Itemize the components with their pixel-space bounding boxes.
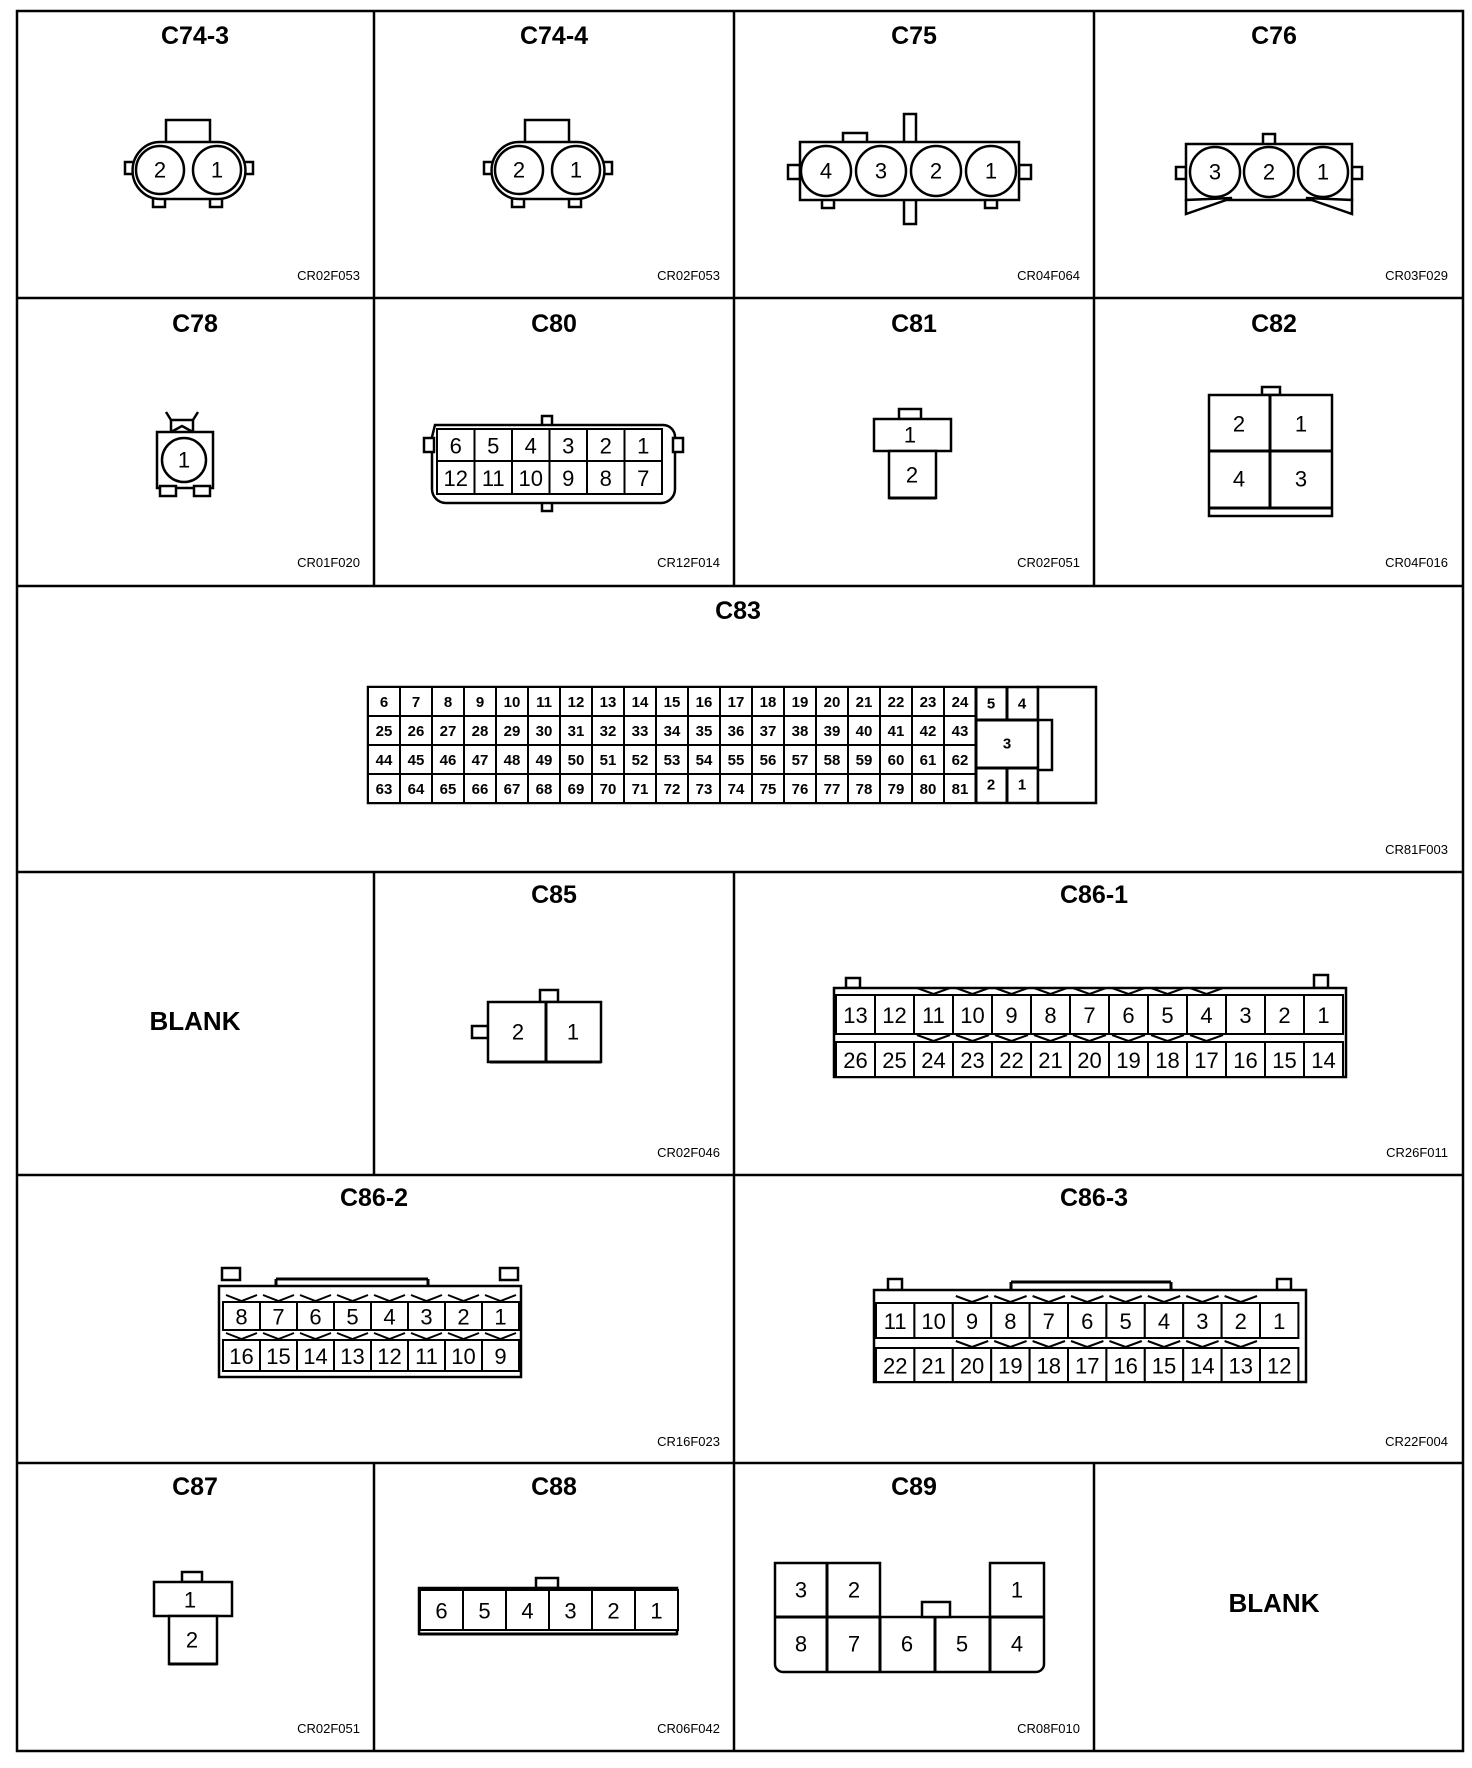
pin-label: 65 [439, 781, 457, 798]
pin-label: 2 [986, 776, 996, 794]
pin-label: 2 [607, 1598, 620, 1624]
connector-title: C88 [531, 1473, 577, 1501]
connector-c82 [1209, 310, 1448, 570]
pin-label: 15 [1272, 1048, 1297, 1073]
blank-label: BLANK [1228, 1588, 1320, 1618]
c86-1-pin-grid [836, 988, 1343, 1077]
pin-label: 71 [631, 781, 649, 798]
connector-title: C78 [172, 310, 218, 338]
pin-label: 2 [1234, 1309, 1247, 1334]
pin-label: 7 [637, 466, 650, 491]
pin-label: 74 [727, 781, 745, 798]
pin-label: 40 [855, 723, 873, 740]
pin-label: 54 [695, 752, 713, 769]
pin-label: 63 [375, 781, 393, 798]
pin-label: 16 [229, 1344, 254, 1369]
pin-label: 6 [379, 694, 389, 711]
pin-label: 72 [663, 781, 681, 798]
pin-label: 26 [843, 1048, 868, 1073]
pin-label: 9 [494, 1344, 507, 1369]
part-code: CR08F010 [1017, 1721, 1080, 1736]
pin-label: 5 [1119, 1309, 1132, 1334]
part-code: CR06F042 [657, 1721, 720, 1736]
pin-label: 66 [471, 781, 489, 798]
pin-label: 5 [955, 1631, 969, 1657]
connector-c81 [874, 310, 1080, 570]
pin-label: 3 [874, 158, 888, 184]
pin-label: 1 [1316, 159, 1330, 185]
pin-label: 12 [882, 1003, 907, 1028]
pin-label: 4 [1010, 1631, 1024, 1657]
pin-label: 11 [883, 1309, 907, 1334]
pin-label: 24 [921, 1048, 946, 1073]
pin-label: 19 [998, 1353, 1023, 1379]
pin-label: 14 [1190, 1353, 1215, 1379]
pin-label: 2 [153, 157, 167, 183]
pin-label: 78 [855, 781, 873, 798]
pin-label: 16 [1113, 1353, 1138, 1379]
pin-label: 4 [1157, 1309, 1171, 1334]
pin-label: 79 [887, 781, 905, 798]
pin-label: 15 [663, 694, 681, 711]
pin-label: 43 [951, 723, 969, 740]
pin-label: 2 [929, 158, 943, 184]
pin-label: 17 [1194, 1048, 1219, 1073]
pin-label: 58 [823, 752, 841, 769]
pin-label: 80 [919, 781, 937, 798]
part-code: CR02F051 [1017, 555, 1080, 570]
pin-label: 39 [823, 723, 841, 740]
connector-title: C75 [891, 22, 937, 50]
pin-label: 17 [1074, 1353, 1100, 1379]
pin-label: 22 [882, 1353, 908, 1379]
connector-title: C74-3 [160, 22, 230, 50]
pin-label: 1 [984, 158, 998, 184]
pin-label: 16 [695, 694, 713, 711]
pin-label: 31 [567, 723, 585, 740]
blank-label: BLANK [149, 1006, 241, 1036]
pin-label: 8 [235, 1304, 248, 1330]
pin-label: 64 [407, 781, 425, 798]
pin-label: 18 [1155, 1048, 1180, 1073]
pin-label: 36 [727, 723, 745, 740]
pin-label: 33 [631, 723, 649, 740]
pin-label: 1 [177, 447, 191, 473]
pin-label: 25 [882, 1048, 907, 1073]
pin-label: 1 [1317, 1003, 1330, 1028]
part-code: CR04F016 [1385, 555, 1448, 570]
pin-label: 7 [411, 694, 421, 711]
pin-label: 13 [1228, 1353, 1254, 1379]
part-code: CR01F020 [297, 555, 360, 570]
pin-label: 42 [919, 723, 937, 740]
pin-label: 62 [951, 752, 969, 769]
pin-label: 10 [503, 694, 521, 711]
c83-pin-grid [368, 687, 976, 803]
pin-label: 51 [599, 752, 617, 769]
pin-label: 4 [521, 1598, 534, 1624]
pin-label: 2 [1278, 1003, 1291, 1028]
blank-cell [1229, 1588, 1320, 1618]
part-code: CR02F051 [297, 1721, 360, 1736]
pin-label: 8 [1004, 1309, 1017, 1334]
connector-title: C76 [1251, 22, 1297, 50]
pin-label: 52 [631, 752, 649, 769]
pin-label: 5 [986, 695, 996, 713]
pin-label: 20 [959, 1353, 985, 1379]
pin-label: 75 [759, 781, 777, 798]
pin-label: 47 [471, 752, 489, 769]
pin-label: 6 [309, 1304, 322, 1330]
pin-label: 81 [951, 781, 969, 798]
connector-c80 [424, 310, 720, 570]
connector-c86-2 [219, 1184, 720, 1449]
pin-label: 13 [843, 1003, 868, 1028]
pin-label: 1 [1273, 1309, 1286, 1334]
pin-label: 22 [999, 1048, 1024, 1073]
pin-label: 37 [759, 723, 777, 740]
pin-label: 70 [599, 781, 617, 798]
pin-label: 3 [1208, 159, 1222, 185]
connector-c74-3 [125, 22, 360, 283]
pin-label: 7 [1042, 1309, 1055, 1334]
pin-label: 53 [663, 752, 681, 769]
pin-label: 20 [1077, 1048, 1102, 1073]
connector-title: C80 [531, 310, 577, 338]
pin-label: 15 [266, 1344, 291, 1369]
pin-label: 1 [650, 1598, 663, 1624]
connector-c76 [1176, 22, 1448, 283]
pin-label: 14 [631, 694, 649, 711]
pin-label: 21 [855, 694, 873, 711]
pin-label: 1 [637, 433, 650, 459]
pin-label: 7 [847, 1631, 861, 1657]
pin-label: 67 [503, 781, 521, 798]
pin-label: 2 [905, 462, 919, 488]
pin-label: 4 [524, 433, 537, 459]
pin-label: 41 [887, 723, 905, 740]
blank-cell [150, 1006, 241, 1036]
pin-label: 9 [475, 694, 485, 711]
pin-label: 1 [1294, 411, 1308, 437]
pin-label: 4 [1200, 1003, 1213, 1028]
pin-label: 12 [567, 694, 585, 711]
pin-label: 50 [567, 752, 585, 769]
connector-c89 [775, 1473, 1080, 1736]
pin-label: 3 [1196, 1309, 1209, 1334]
pin-label: 30 [535, 723, 553, 740]
part-code: CR22F004 [1385, 1434, 1448, 1449]
pin-label: 5 [487, 433, 500, 459]
pin-label: 7 [1083, 1003, 1096, 1028]
pin-label: 1 [566, 1019, 580, 1045]
part-code: CR02F053 [657, 268, 720, 283]
pin-label: 35 [695, 723, 713, 740]
pin-label: 29 [503, 723, 521, 740]
pin-label: 17 [727, 694, 745, 711]
pin-label: 14 [303, 1344, 328, 1369]
pin-label: 45 [407, 752, 425, 769]
pin-label: 1 [569, 157, 583, 183]
pin-label: 3 [1239, 1003, 1252, 1028]
pin-label: 56 [759, 752, 777, 769]
pin-label: 12 [443, 466, 468, 491]
pin-label: 2 [185, 1627, 199, 1653]
pin-label: 61 [919, 752, 937, 769]
pin-label: 3 [420, 1304, 433, 1330]
connector-c87 [154, 1473, 360, 1736]
pin-label: 6 [900, 1631, 914, 1657]
pin-label: 4 [819, 158, 833, 184]
pin-label: 57 [791, 752, 809, 769]
pin-label: 77 [823, 781, 841, 798]
part-code: CR16F023 [657, 1434, 720, 1449]
connector-c83 [368, 597, 1448, 857]
pin-label: 11 [536, 694, 552, 711]
connector-c88 [419, 1473, 720, 1736]
pin-label: 5 [346, 1304, 359, 1330]
pin-label: 18 [759, 694, 777, 711]
pin-label: 13 [340, 1344, 365, 1369]
pin-label: 2 [457, 1304, 470, 1330]
pin-label: 5 [478, 1598, 491, 1624]
connector-c85 [472, 881, 720, 1160]
pin-label: 76 [791, 781, 809, 798]
pin-label: 4 [1017, 695, 1027, 713]
pin-label: 1 [183, 1587, 197, 1613]
pin-label: 48 [503, 752, 521, 769]
pin-label: 20 [823, 694, 841, 711]
pin-label: 3 [564, 1598, 577, 1624]
pin-label: 12 [1266, 1353, 1292, 1379]
pin-label: 49 [535, 752, 553, 769]
c88-pin-grid [420, 1590, 678, 1630]
pin-label: 26 [407, 723, 425, 740]
pin-label: 9 [965, 1309, 979, 1334]
pin-label: 44 [375, 752, 393, 769]
pin-label: 11 [481, 466, 505, 491]
pin-label: 2 [1262, 159, 1276, 185]
pin-label: 1 [210, 157, 224, 183]
pin-label: 10 [921, 1309, 946, 1334]
connector-title: C87 [172, 1473, 218, 1501]
pin-label: 2 [1232, 411, 1246, 437]
connector-c75 [788, 22, 1080, 283]
pin-label: 23 [960, 1048, 985, 1073]
connector-title: C83 [715, 597, 761, 625]
pin-label: 38 [791, 723, 809, 740]
pin-label: 14 [1311, 1048, 1336, 1073]
pin-label: 69 [567, 781, 585, 798]
pin-label: 22 [887, 694, 905, 711]
connector-title: C82 [1251, 310, 1297, 338]
pin-label: 2 [512, 157, 526, 183]
part-code: CR02F053 [297, 268, 360, 283]
pin-label: 18 [1036, 1353, 1062, 1379]
pin-label: 73 [695, 781, 713, 798]
pin-label: 13 [599, 694, 617, 711]
pin-label: 21 [1038, 1048, 1063, 1073]
part-code: CR03F029 [1385, 268, 1448, 283]
c86-3-pin-grid [876, 1296, 1298, 1382]
connector-title: C74-4 [519, 22, 589, 50]
pin-label: 16 [1233, 1048, 1258, 1073]
pin-label: 1 [494, 1304, 507, 1330]
pin-label: 9 [1005, 1003, 1018, 1028]
pin-label: 21 [921, 1353, 946, 1379]
pin-label: 59 [855, 752, 873, 769]
pin-label: 19 [791, 694, 809, 711]
part-code: CR12F014 [657, 555, 720, 570]
pin-label: 6 [449, 433, 462, 459]
pin-label: 34 [663, 723, 681, 740]
connector-title: C85 [531, 881, 577, 909]
sheet-grid [17, 11, 1463, 1751]
pin-label: 1 [1010, 1577, 1024, 1603]
pin-label: 10 [451, 1344, 476, 1369]
pin-label: 6 [435, 1598, 448, 1624]
pin-label: 24 [951, 694, 969, 711]
connector-title: C86-1 [1059, 881, 1129, 909]
connector-title: C86-3 [1059, 1184, 1129, 1212]
connector-c78 [157, 310, 360, 570]
pin-label: 4 [383, 1304, 396, 1330]
pin-label: 2 [511, 1019, 525, 1045]
pin-label: 8 [443, 694, 453, 711]
part-code: CR81F003 [1385, 842, 1448, 857]
pin-label: 25 [375, 723, 393, 740]
pin-label: 27 [439, 723, 457, 740]
pin-label: 8 [599, 466, 612, 491]
pin-label: 12 [377, 1344, 402, 1369]
pin-label: 1 [903, 422, 917, 448]
part-code: CR04F064 [1017, 268, 1080, 283]
pin-label: 9 [562, 466, 575, 491]
pin-label: 4 [1232, 466, 1246, 492]
pin-label: 23 [919, 694, 937, 711]
pin-label: 1 [1017, 776, 1027, 794]
pin-label: 60 [887, 752, 905, 769]
pin-label: 10 [960, 1003, 985, 1028]
pin-label: 6 [1081, 1309, 1094, 1334]
pin-label: 10 [518, 466, 543, 491]
connector-c86-1 [834, 881, 1448, 1160]
pin-label: 68 [535, 781, 553, 798]
connector-title: C81 [891, 310, 937, 338]
pin-label: 3 [562, 433, 575, 459]
connector-c74-4 [484, 22, 720, 283]
pin-label: 8 [1044, 1003, 1057, 1028]
pin-label: 19 [1116, 1048, 1141, 1073]
connector-title: C86-2 [339, 1184, 409, 1212]
pin-label: 5 [1161, 1003, 1174, 1028]
pin-label: 2 [847, 1577, 861, 1603]
pin-label: 3 [1294, 466, 1308, 492]
pin-label: 6 [1122, 1003, 1135, 1028]
pin-label: 32 [599, 723, 617, 740]
pin-label: 11 [415, 1344, 438, 1369]
pin-label: 8 [794, 1631, 808, 1657]
pin-label: 2 [599, 433, 612, 459]
pin-label: 3 [1002, 735, 1012, 753]
connector-c86-3 [874, 1184, 1448, 1449]
pin-label: 11 [922, 1003, 945, 1028]
part-code: CR26F011 [1386, 1145, 1448, 1160]
pin-label: 46 [439, 752, 457, 769]
pin-label: 7 [272, 1304, 285, 1330]
c80-pin-grid [437, 429, 662, 494]
pin-label: 28 [471, 723, 489, 740]
connector-title: C89 [891, 1473, 937, 1501]
pin-label: 3 [794, 1577, 808, 1603]
part-code: CR02F046 [657, 1145, 720, 1160]
pin-label: 15 [1151, 1353, 1177, 1379]
pin-label: 55 [727, 752, 745, 769]
